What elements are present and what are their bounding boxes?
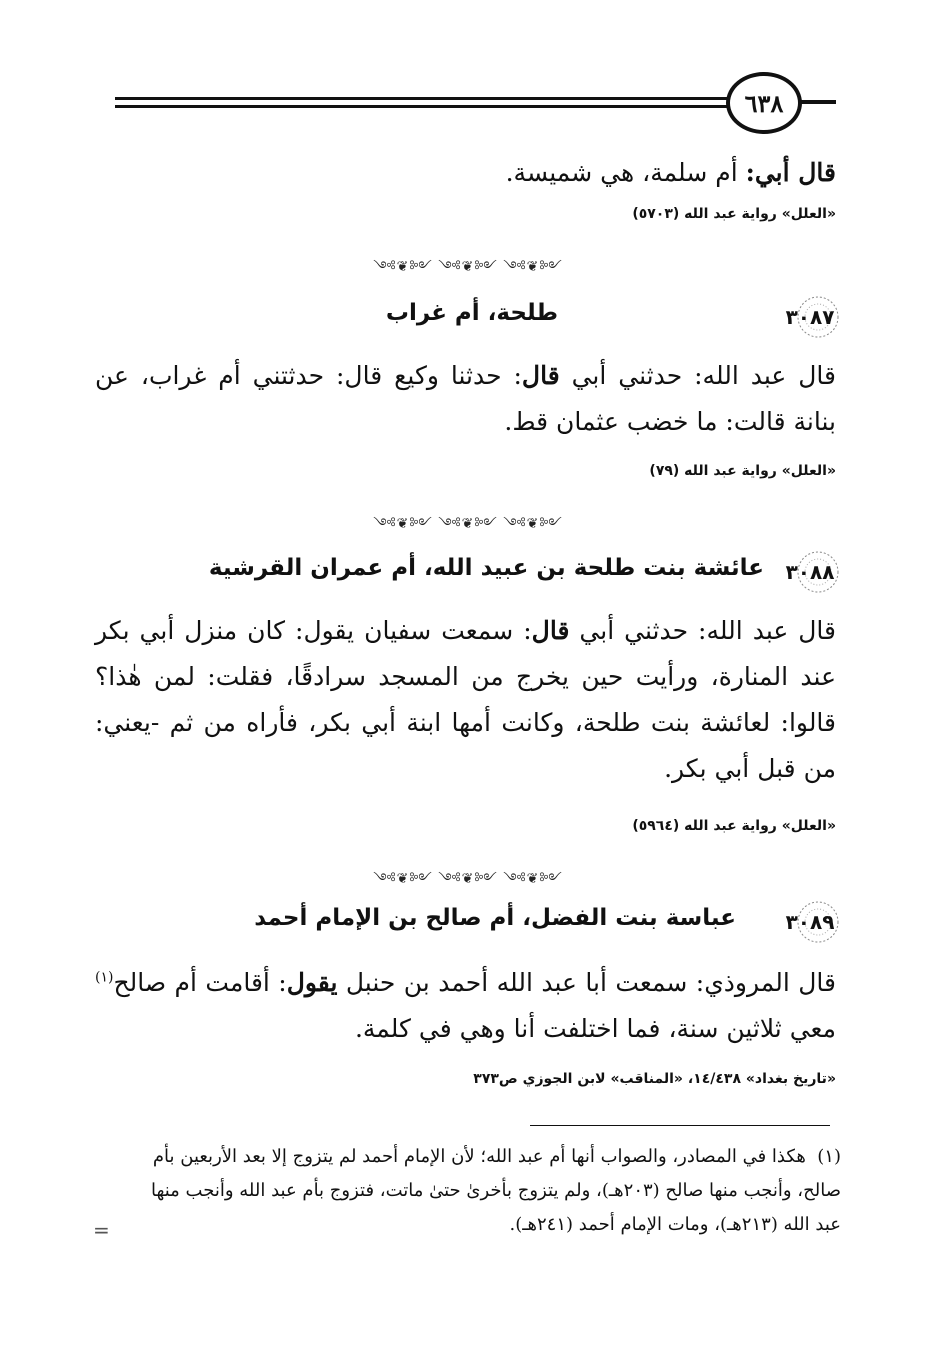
entry-text-part: : أقامت أم صالح — [113, 968, 287, 997]
ornament-divider-2: ༺❦༻ ༺❦༻ ༺❦༻ — [373, 516, 563, 532]
entry-number: ٣٠٨٨ — [785, 560, 835, 584]
entry-title: عائشة بنت طلحة بن عبيد الله، أم عمران القرشية — [208, 555, 764, 581]
top-source: «العلل» رواية عبد الله (٥٧٠٣) — [632, 206, 836, 222]
entry-number-badge — [778, 293, 842, 341]
entry-number: ٣٠٨٩ — [785, 910, 835, 934]
entry-title: طلحة، أم غراب — [385, 300, 558, 326]
entry-title: عباسة بنت الفضل، أم صالح بن الإمام أحمد — [254, 905, 736, 931]
entry-number-badge — [778, 548, 842, 596]
footnote-marker: (١) — [817, 1146, 841, 1167]
entry-text — [95, 353, 836, 445]
entry-text-part: قال عبد الله: حدثني أبي — [569, 616, 836, 645]
page-number-circle — [726, 72, 802, 134]
entry-text-bold: يقول — [286, 968, 338, 997]
entry-source: «العلل» رواية عبد الله (٧٩) — [649, 463, 836, 479]
top-line-text: أم سلمة، هي شميسة. — [505, 158, 746, 187]
entry-text-part: معي ثلاثين سنة، فما اختلفت أنا وهي في كلمة. — [354, 1014, 836, 1043]
footnote-text: هكذا في المصادر، والصواب أنها أم عبد الله؛ لأن الإمام أحمد لم يتزوج إلا بعد الأربعين بأم صالح، وأنجب منها صالح (٢٠٣هـ)، ولم يتزوج بأخرىٰ حتىٰ ماتت، فتزوج بأم عبد الله وأنجب منها عبد الله (٢١٣هـ)، ومات الإمام أحمد (٢٤١هـ). — [150, 1146, 841, 1235]
continuation-mark: = — [93, 1218, 110, 1242]
page-number: ٦٣٨ — [744, 88, 784, 118]
entry-text-part: قال المروذي: سمعت أبا عبد الله أحمد بن حنبل — [337, 968, 836, 997]
top-line-label: قال أبي: — [745, 158, 836, 187]
entry-text-part: : سمعت سفيان يقول: كان منزل أبي بكر عند المنارة، ورأيت حين يخرج من المسجد سرادقًا، فقلت: لمن هٰذا؟ قالوا: لعائشة بنت طلحة، وكانت أمها ابنة أبي بكر، فأراه من ثم -يعني: من قبل أبي بكر. — [95, 616, 836, 783]
footnote-reference[interactable]: (١) — [95, 969, 114, 986]
footnote — [130, 1140, 841, 1242]
entry-text-bold: قال — [521, 361, 560, 390]
header-rule-top — [115, 97, 727, 100]
header-rule-right — [800, 100, 836, 104]
entry-text-bold: قال — [531, 616, 570, 645]
entry-source: «تاريخ بغداد» ١٤/٤٣٨، «المناقب» لابن الجوزي ص٣٧٣ — [473, 1071, 836, 1087]
entry-number: ٣٠٨٧ — [785, 305, 835, 329]
ornament-divider-3: ༺❦༻ ༺❦༻ ༺❦༻ — [373, 871, 563, 887]
entry-text-part: : حدثنا وكيع قال: حدثتني أم غراب، عن بنانة قالت: ما خضب عثمان قط. — [95, 361, 836, 436]
footnote-rule — [530, 1125, 830, 1126]
top-line — [95, 150, 836, 196]
entry-source: «العلل» رواية عبد الله (٥٩٦٤) — [632, 818, 836, 834]
entry-text — [95, 960, 836, 1052]
entry-text-part: قال عبد الله: حدثني أبي — [559, 361, 836, 390]
ornament-divider-1: ༺❦༻ ༺❦༻ ༺❦༻ — [373, 259, 563, 275]
entry-number-badge — [778, 898, 842, 946]
entry-text — [95, 608, 836, 792]
header-rule-bottom — [115, 105, 727, 108]
